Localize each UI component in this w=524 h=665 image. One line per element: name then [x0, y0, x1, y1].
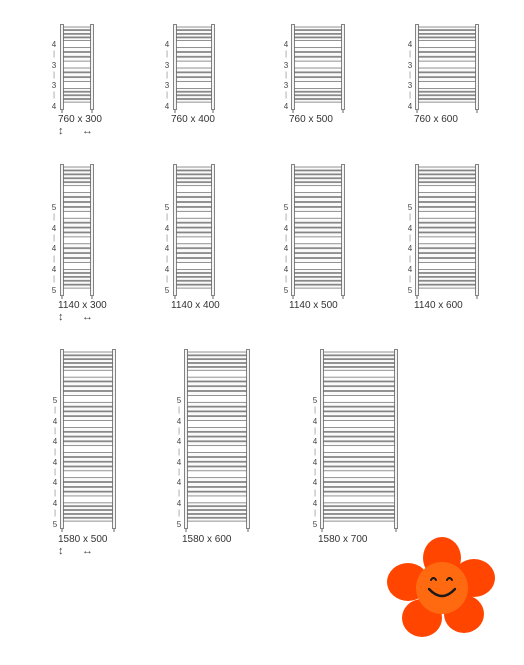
group-separator: | [285, 92, 287, 100]
group-count: 3 [164, 60, 170, 70]
radiator-drawing [60, 164, 94, 296]
group-separator: | [54, 427, 56, 435]
group-count: 4 [51, 244, 57, 254]
size-label: 1140 x 300 [58, 300, 107, 311]
width-arrow-icon: ↔ [82, 545, 93, 557]
group-count: 4 [176, 437, 182, 447]
group-count: 4 [407, 101, 413, 111]
group-count: 4 [283, 40, 289, 49]
group-separator: | [314, 510, 316, 518]
group-separator: | [409, 255, 411, 263]
group-separator: | [178, 469, 180, 477]
group-separator: | [53, 51, 55, 59]
group-count: 5 [51, 203, 57, 212]
group-separator: | [178, 510, 180, 518]
group-separator: | [166, 92, 168, 100]
group-count: 5 [283, 285, 289, 295]
group-count: 5 [312, 519, 318, 529]
group-separator: | [53, 255, 55, 263]
group-separator: | [409, 276, 411, 284]
group-count: 4 [51, 223, 57, 233]
group-separator: | [178, 407, 180, 415]
group-count: 4 [283, 101, 289, 111]
group-count: 5 [176, 396, 182, 405]
group-separator: | [166, 255, 168, 263]
radiator-model [60, 164, 94, 296]
radiator-model [60, 24, 94, 110]
radiator-model [173, 24, 215, 110]
size-label: 760 x 600 [414, 114, 458, 125]
group-count: 5 [52, 519, 58, 529]
group-count: 4 [312, 478, 318, 488]
group-count: 4 [164, 244, 170, 254]
group-separator: | [166, 276, 168, 284]
group-count: 5 [176, 519, 182, 529]
width-arrow-icon: ↔ [82, 311, 93, 323]
group-count: 5 [164, 203, 170, 212]
group-count: 4 [52, 437, 58, 447]
group-count: 4 [283, 223, 289, 233]
group-separator: | [314, 427, 316, 435]
group-separator: | [53, 235, 55, 243]
group-count: 4 [407, 244, 413, 254]
group-separator: | [409, 92, 411, 100]
group-count: 4 [176, 416, 182, 426]
group-count: 5 [51, 285, 57, 295]
group-count: 4 [164, 40, 170, 49]
group-count: 3 [407, 81, 413, 90]
group-count: 3 [164, 81, 170, 90]
size-label: 1140 x 600 [414, 300, 463, 311]
group-separator: | [314, 407, 316, 415]
group-count: 4 [407, 40, 413, 49]
radiator-drawing [415, 164, 479, 296]
radiator-drawing [291, 164, 345, 296]
group-count: 5 [407, 203, 413, 212]
group-count: 4 [312, 499, 318, 508]
radiator-drawing [320, 349, 398, 529]
width-arrow-icon: ↔ [82, 125, 93, 137]
group-count: 4 [312, 457, 318, 467]
group-separator: | [178, 427, 180, 435]
radiator-model [60, 349, 116, 529]
group-count: 4 [176, 478, 182, 488]
group-count: 4 [407, 265, 413, 275]
group-count: 4 [51, 265, 57, 275]
group-count: 4 [52, 416, 58, 426]
group-count: 4 [52, 499, 58, 508]
group-count: 4 [176, 499, 182, 508]
group-separator: | [285, 255, 287, 263]
group-separator: | [409, 51, 411, 59]
height-arrow-icon: ↕ [58, 311, 64, 323]
group-separator: | [53, 276, 55, 284]
size-label: 1580 x 500 [58, 534, 108, 545]
group-count: 4 [52, 457, 58, 467]
radiator-model [184, 349, 250, 529]
group-separator: | [285, 214, 287, 222]
group-separator: | [285, 51, 287, 59]
group-separator: | [166, 51, 168, 59]
height-arrow-icon: ↕ [58, 545, 64, 557]
group-count: 4 [164, 223, 170, 233]
radiator-drawing [60, 349, 116, 529]
size-label: 1580 x 600 [182, 534, 232, 545]
radiator-drawing [415, 24, 479, 110]
group-separator: | [285, 235, 287, 243]
size-label: 1140 x 500 [289, 300, 338, 311]
group-separator: | [314, 448, 316, 456]
group-count: 3 [283, 60, 289, 70]
group-separator: | [53, 92, 55, 100]
radiator-drawing [173, 24, 215, 110]
group-count: 3 [51, 60, 57, 70]
group-separator: | [409, 214, 411, 222]
group-count: 3 [283, 81, 289, 90]
group-count: 5 [283, 203, 289, 212]
smiling-flower-icon [386, 534, 498, 642]
group-separator: | [53, 71, 55, 79]
group-separator: | [409, 71, 411, 79]
size-label: 760 x 300 [58, 114, 102, 125]
group-count: 4 [176, 457, 182, 467]
radiator-drawing [60, 24, 94, 110]
group-count: 4 [312, 416, 318, 426]
group-count: 4 [51, 101, 57, 111]
group-count: 3 [407, 60, 413, 70]
group-separator: | [178, 489, 180, 497]
group-separator: | [54, 489, 56, 497]
group-count: 5 [52, 396, 58, 405]
radiator-drawing [173, 164, 215, 296]
group-count: 4 [52, 478, 58, 488]
radiator-model [415, 24, 479, 110]
group-count: 5 [312, 396, 318, 405]
group-separator: | [166, 235, 168, 243]
group-separator: | [54, 407, 56, 415]
size-label: 1140 x 400 [171, 300, 220, 311]
group-separator: | [54, 448, 56, 456]
group-count: 4 [312, 437, 318, 447]
group-separator: | [166, 71, 168, 79]
size-label: 1580 x 700 [318, 534, 368, 545]
group-separator: | [166, 214, 168, 222]
group-count: 4 [51, 40, 57, 49]
group-separator: | [285, 71, 287, 79]
group-count: 4 [164, 101, 170, 111]
radiator-model [173, 164, 215, 296]
group-separator: | [409, 235, 411, 243]
radiator-model [320, 349, 398, 529]
radiator-drawing [291, 24, 345, 110]
group-count: 5 [164, 285, 170, 295]
group-count: 4 [407, 223, 413, 233]
group-separator: | [314, 469, 316, 477]
group-count: 4 [164, 265, 170, 275]
group-separator: | [54, 510, 56, 518]
radiator-model [291, 24, 345, 110]
group-separator: | [54, 469, 56, 477]
height-arrow-icon: ↕ [58, 125, 64, 137]
size-label: 760 x 500 [289, 114, 333, 125]
group-count: 3 [51, 81, 57, 90]
group-count: 4 [283, 244, 289, 254]
radiator-drawing [184, 349, 250, 529]
size-label: 760 x 400 [171, 114, 215, 125]
radiator-model [415, 164, 479, 296]
group-count: 4 [283, 265, 289, 275]
group-separator: | [285, 276, 287, 284]
group-separator: | [178, 448, 180, 456]
group-separator: | [53, 214, 55, 222]
group-count: 5 [407, 285, 413, 295]
radiator-model [291, 164, 345, 296]
group-separator: | [314, 489, 316, 497]
